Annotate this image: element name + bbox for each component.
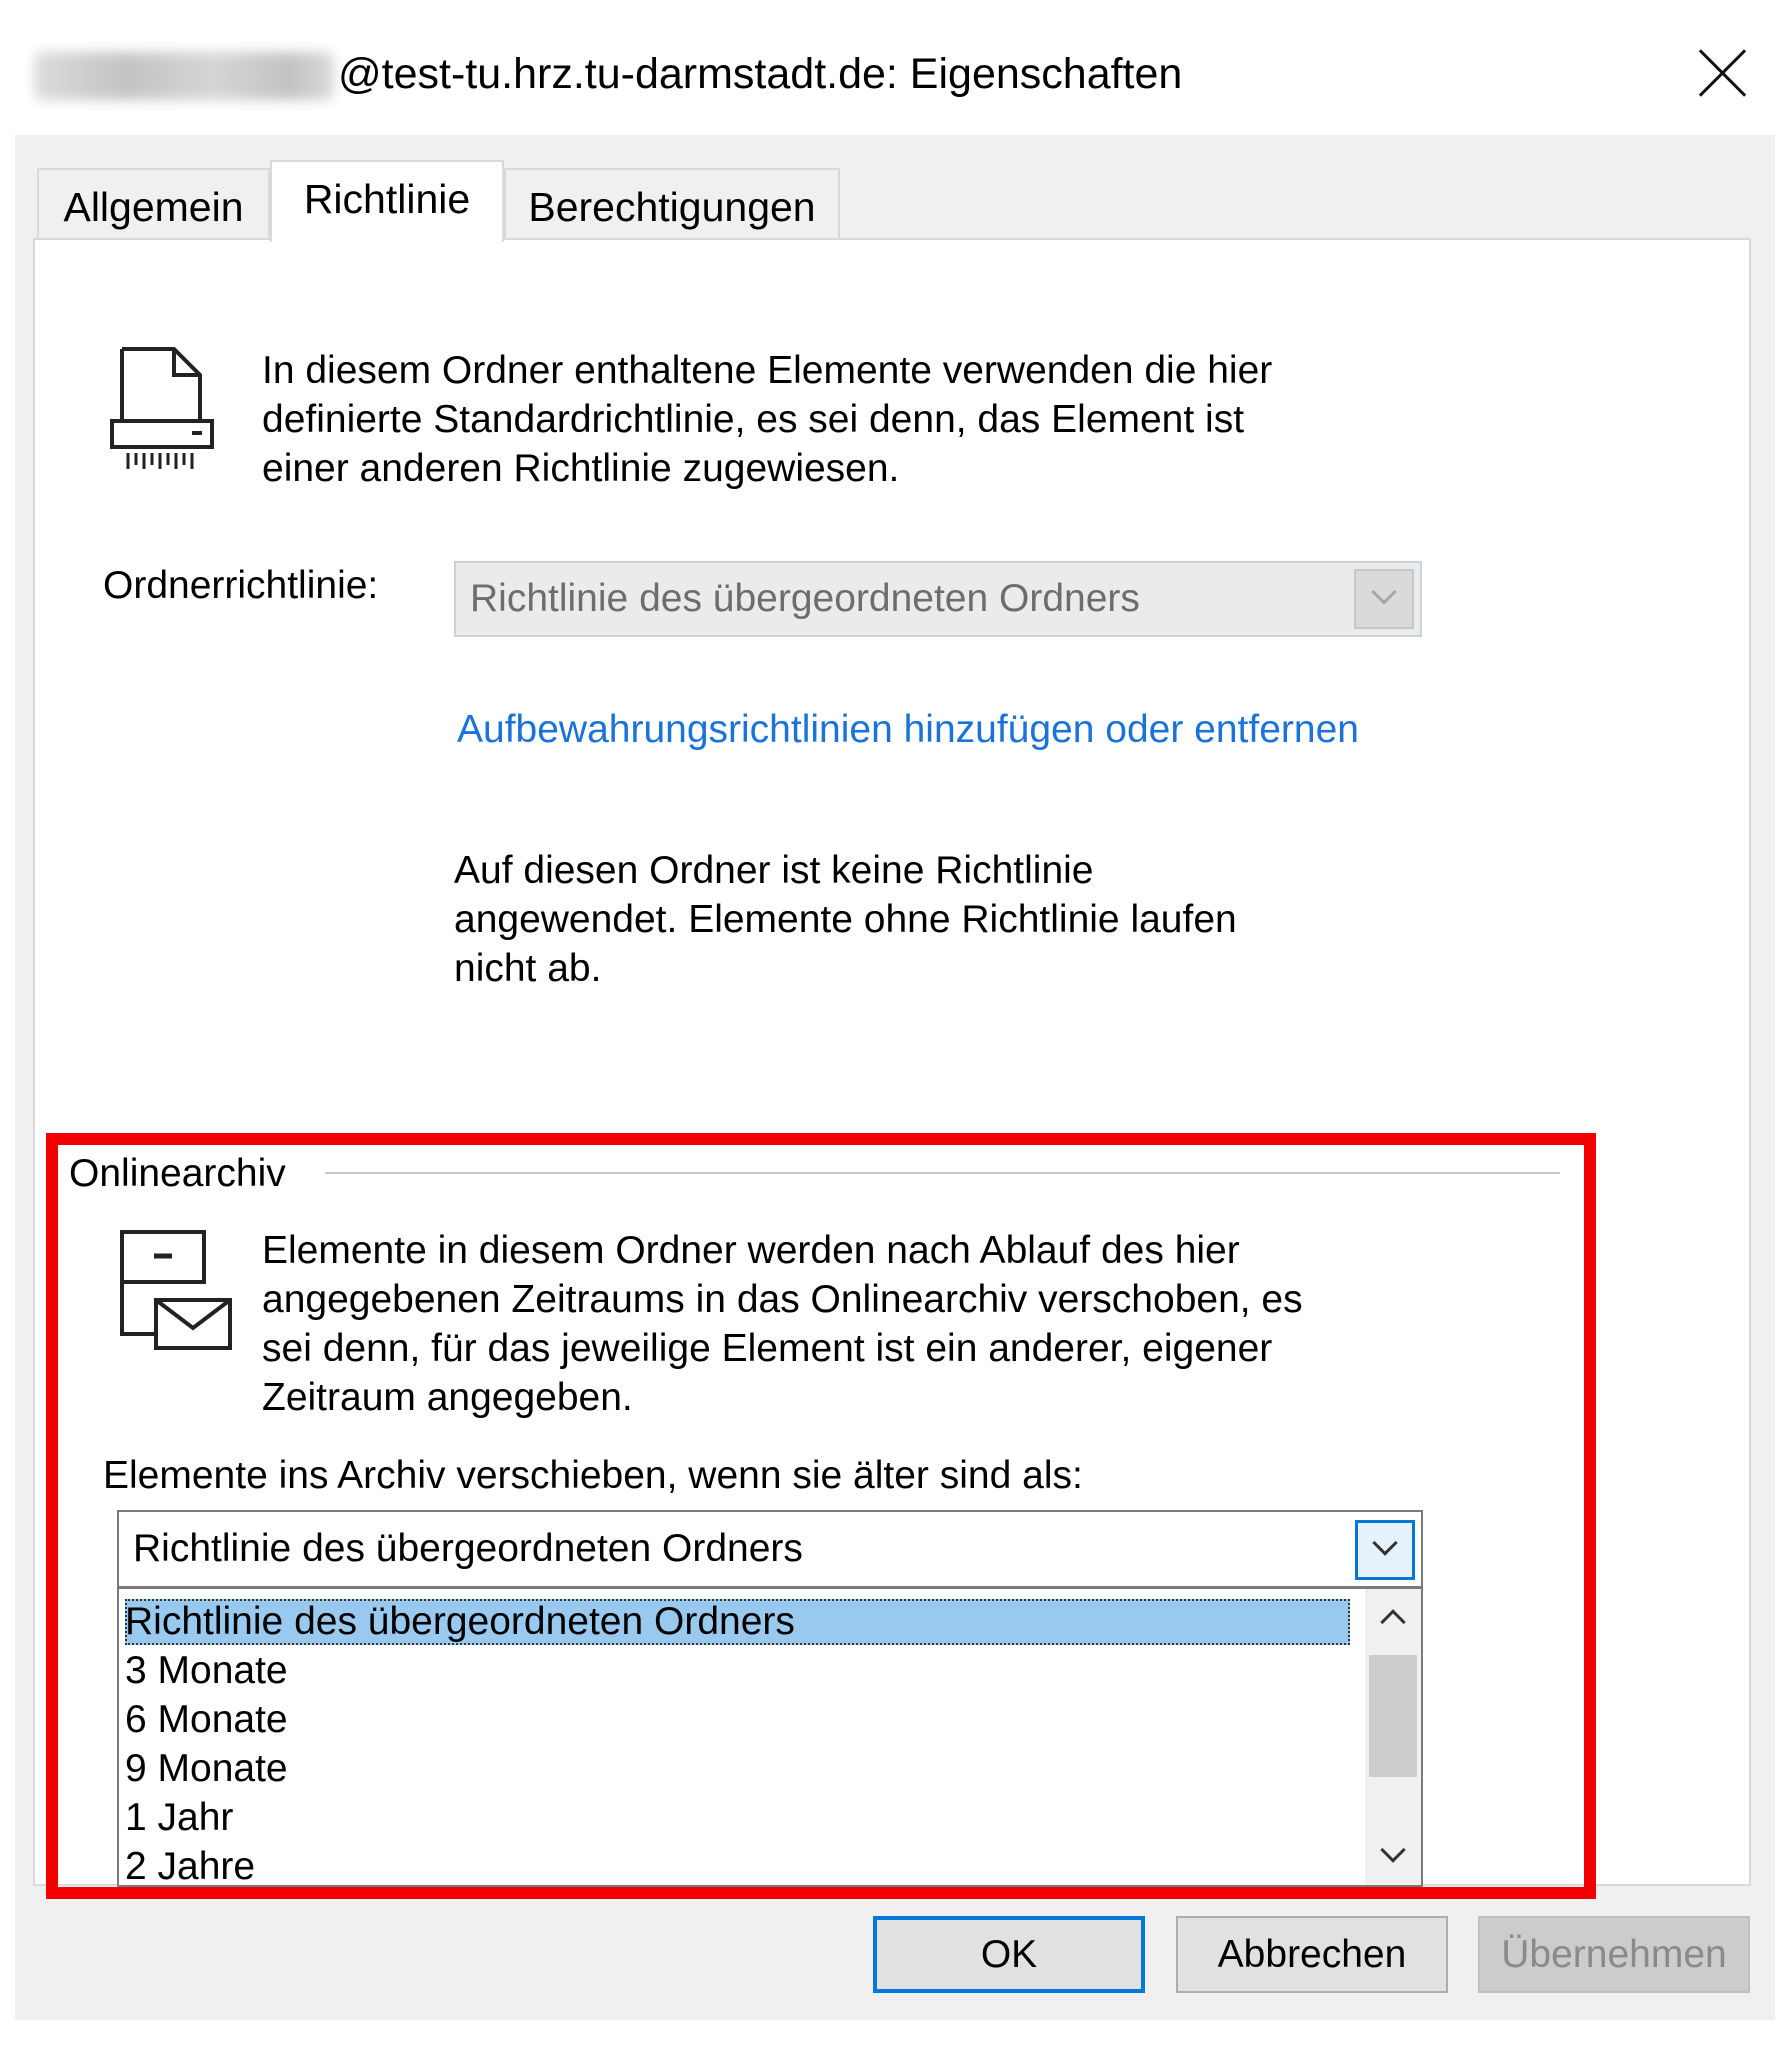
archive-description	[262, 1226, 1303, 1422]
archive-description-line: angegebenen Zeitraums in das Onlinearchiv verschoben, es	[262, 1278, 1303, 1321]
archive-icon	[118, 1228, 234, 1352]
folder-policy-value: Richtlinie des übergeordneten Ordners	[470, 577, 1140, 620]
group-divider	[325, 1172, 1560, 1174]
policy-status-text	[454, 846, 1237, 993]
policy-description-line: definierte Standardrichtlinie, es sei denn, das Element ist	[262, 398, 1245, 441]
archive-age-label: Elemente ins Archiv verschieben, wenn sie älter sind als:	[103, 1454, 1083, 1497]
tab-label: Berechtigungen	[528, 184, 816, 230]
tab-berechtigungen[interactable]	[504, 168, 840, 240]
tab-label: Richtlinie	[303, 176, 471, 222]
tab-allgemein[interactable]	[37, 168, 270, 240]
list-item[interactable]: 1 Jahr	[125, 1796, 234, 1839]
folder-policy-select	[454, 561, 1422, 637]
archive-age-value: Richtlinie des übergeordneten Ordners	[133, 1527, 803, 1570]
list-item[interactable]: 6 Monate	[125, 1698, 288, 1741]
archive-age-dropdown-list	[117, 1587, 1423, 1887]
redacted-username	[34, 52, 334, 100]
scrollbar-thumb[interactable]	[1369, 1655, 1417, 1777]
tab-label: Allgemein	[63, 184, 244, 230]
policy-status-line: Auf diesen Ordner ist keine Richtlinie	[454, 849, 1094, 892]
archive-description-line: Elemente in diesem Ordner werden nach Ablauf des hier	[262, 1229, 1240, 1272]
dropdown-scrollbar[interactable]	[1365, 1589, 1421, 1885]
chevron-down-icon[interactable]	[1355, 1520, 1415, 1580]
archive-description-line: sei denn, für das jeweilige Element ist ein anderer, eigener	[262, 1327, 1273, 1370]
online-archive-group-label: Onlinearchiv	[69, 1152, 286, 1195]
tab-richtlinie[interactable]	[270, 160, 504, 242]
list-item[interactable]: 2 Jahre	[125, 1845, 256, 1887]
policy-description-line: einer anderen Richtlinie zugewiesen.	[262, 447, 900, 490]
list-item[interactable]: 9 Monate	[125, 1747, 288, 1790]
retention-policy-icon	[108, 345, 218, 477]
policy-description-line: In diesem Ordner enthaltene Elemente verwenden die hier	[262, 349, 1273, 392]
archive-age-select[interactable]	[117, 1510, 1423, 1588]
list-item[interactable]: Richtlinie des übergeordneten Ordners	[125, 1599, 1350, 1645]
policy-status-line: angewendet. Elemente ohne Richtlinie laufen	[454, 898, 1237, 941]
list-item[interactable]: 3 Monate	[125, 1649, 288, 1692]
policy-description	[262, 346, 1272, 493]
chevron-down-icon[interactable]	[1365, 1829, 1421, 1885]
close-icon[interactable]	[1695, 45, 1751, 101]
retention-policies-link[interactable]: Aufbewahrungsrichtlinien hinzufügen oder entfernen	[457, 708, 1359, 751]
archive-description-line: Zeitraum angegeben.	[262, 1376, 633, 1419]
title-bar	[0, 0, 1789, 135]
apply-button[interactable]: Übernehmen	[1478, 1916, 1750, 1993]
ok-button[interactable]: OK	[873, 1916, 1145, 1993]
window-title: @test-tu.hrz.tu-darmstadt.de: Eigenschaften	[338, 50, 1183, 98]
chevron-up-icon[interactable]	[1365, 1589, 1421, 1645]
chevron-down-icon	[1354, 569, 1414, 629]
folder-policy-label: Ordnerrichtlinie:	[103, 564, 379, 607]
cancel-button[interactable]: Abbrechen	[1176, 1916, 1448, 1993]
policy-status-line: nicht ab.	[454, 947, 602, 990]
